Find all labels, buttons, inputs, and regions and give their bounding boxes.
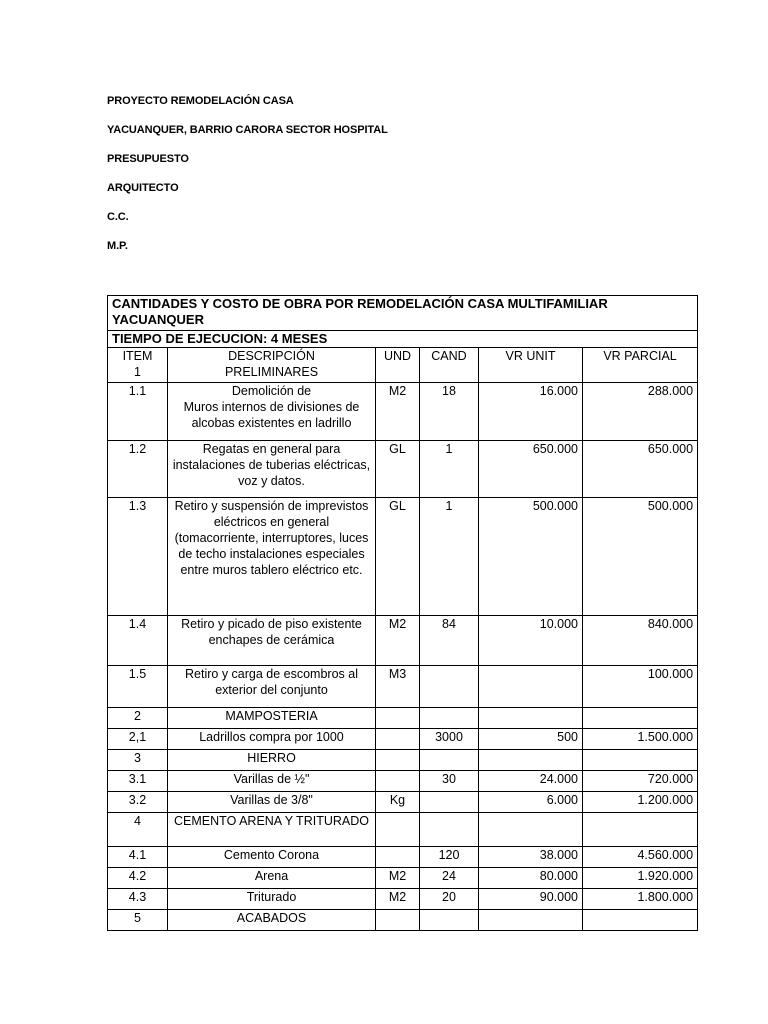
cell-cand	[420, 666, 479, 708]
cell-item: 4.1	[108, 847, 168, 868]
cell-item: 1.3	[108, 498, 168, 616]
cell-und: M2	[376, 383, 420, 441]
cell-item: 1.5	[108, 666, 168, 708]
cell-descripcion: Demolición de Muros internos de divisiones de alcobas existentes en ladrillo	[168, 383, 376, 441]
table-row	[108, 729, 698, 750]
col-header-descripcion	[168, 348, 376, 383]
architect-label: ARQUITECTO	[107, 182, 179, 194]
cell-cand: 84	[420, 616, 479, 666]
cell-vr-unit: 90.000	[479, 889, 583, 910]
cell-vr-unit	[479, 910, 583, 931]
cell-und	[376, 813, 420, 847]
cell-vr-parcial	[583, 708, 698, 729]
cell-vr-unit: 500.000	[479, 498, 583, 616]
budget-label: PRESUPUESTO	[107, 153, 189, 165]
cell-descripcion: Retiro y suspensión de imprevistos eléctricos en general (tomacorriente, interruptores, luces de techo instalaciones especiales entre muros tablero eléctrico etc.	[168, 498, 376, 616]
cell-vr-unit: 6.000	[479, 792, 583, 813]
budget-table	[107, 295, 698, 931]
cell-und: M2	[376, 868, 420, 889]
cell-item: 2	[108, 708, 168, 729]
cell-vr-parcial	[583, 750, 698, 771]
table-row	[108, 813, 698, 847]
cell-descripcion: HIERRO	[168, 750, 376, 771]
cell-cand	[420, 708, 479, 729]
col-header-section-label: PRELIMINARES	[224, 365, 319, 379]
cell-item: 4	[108, 813, 168, 847]
cell-cand	[420, 910, 479, 931]
cell-vr-parcial: 1.800.000	[583, 889, 698, 910]
col-header-item	[108, 348, 168, 383]
cell-descripcion: Ladrillos compra por 1000	[168, 729, 376, 750]
cell-und: M2	[376, 616, 420, 666]
document-header	[107, 92, 388, 266]
cell-und: GL	[376, 441, 420, 498]
cell-vr-parcial: 1.500.000	[583, 729, 698, 750]
cell-und	[376, 729, 420, 750]
table-row	[108, 750, 698, 771]
cell-item: 4.3	[108, 889, 168, 910]
cell-cand	[420, 792, 479, 813]
col-header-cand: CAND	[420, 348, 479, 383]
cell-vr-unit: 16.000	[479, 383, 583, 441]
table-row	[108, 383, 698, 441]
cell-item: 2,1	[108, 729, 168, 750]
cell-item: 3	[108, 750, 168, 771]
cell-item: 1.4	[108, 616, 168, 666]
cell-cand: 18	[420, 383, 479, 441]
mp-label: M.P.	[107, 240, 128, 252]
table-subtitle-row	[108, 331, 698, 348]
table-row	[108, 868, 698, 889]
cell-und	[376, 771, 420, 792]
cell-descripcion: Retiro y picado de piso existente enchapes de cerámica	[168, 616, 376, 666]
cell-vr-unit: 10.000	[479, 616, 583, 666]
cell-vr-parcial: 4.560.000	[583, 847, 698, 868]
cell-vr-unit: 500	[479, 729, 583, 750]
column-header-row	[108, 348, 698, 383]
project-location: YACUANQUER, BARRIO CARORA SECTOR HOSPITAL	[107, 124, 388, 136]
cell-item: 1.1	[108, 383, 168, 441]
table-row	[108, 847, 698, 868]
cell-vr-unit: 38.000	[479, 847, 583, 868]
col-header-item-label: ITEM	[122, 349, 153, 363]
cell-cand: 1	[420, 441, 479, 498]
table-row	[108, 771, 698, 792]
cell-vr-unit	[479, 750, 583, 771]
cell-und	[376, 847, 420, 868]
col-header-descripcion-label: DESCRIPCIÓN	[228, 349, 315, 363]
table-row	[108, 666, 698, 708]
cell-item: 4.2	[108, 868, 168, 889]
project-title: PROYECTO REMODELACIÓN CASA	[107, 95, 294, 107]
cell-cand	[420, 750, 479, 771]
cell-descripcion: Cemento Corona	[168, 847, 376, 868]
cell-cand: 3000	[420, 729, 479, 750]
cell-descripcion: Regatas en general para instalaciones de tuberias eléctricas, voz y datos.	[168, 441, 376, 498]
cell-und: Kg	[376, 792, 420, 813]
cell-cand: 1	[420, 498, 479, 616]
col-header-item-number: 1	[134, 365, 141, 379]
table-row	[108, 441, 698, 498]
cell-vr-parcial: 720.000	[583, 771, 698, 792]
table-title-row	[108, 296, 698, 331]
cell-und	[376, 910, 420, 931]
cell-descripcion: ACABADOS	[168, 910, 376, 931]
table-row	[108, 910, 698, 931]
cell-vr-parcial: 1.200.000	[583, 792, 698, 813]
table-title: CANTIDADES Y COSTO DE OBRA POR REMODELACIÓN CASA MULTIFAMILIAR YACUANQUER	[108, 296, 698, 331]
col-header-vr-parcial: VR PARCIAL	[583, 348, 698, 383]
cell-descripcion: Triturado	[168, 889, 376, 910]
cell-cand: 20	[420, 889, 479, 910]
cell-vr-parcial	[583, 813, 698, 847]
cc-label: C.C.	[107, 211, 129, 223]
cell-vr-unit	[479, 813, 583, 847]
table-row	[108, 616, 698, 666]
cell-descripcion: MAMPOSTERIA	[168, 708, 376, 729]
cell-vr-parcial: 100.000	[583, 666, 698, 708]
col-header-und: UND	[376, 348, 420, 383]
cell-vr-parcial	[583, 910, 698, 931]
cell-vr-parcial: 288.000	[583, 383, 698, 441]
cell-und: GL	[376, 498, 420, 616]
cell-und: M3	[376, 666, 420, 708]
cell-und: M2	[376, 889, 420, 910]
cell-und	[376, 750, 420, 771]
cell-item: 3.2	[108, 792, 168, 813]
cell-descripcion: CEMENTO ARENA Y TRITURADO	[168, 813, 376, 847]
cell-vr-parcial: 500.000	[583, 498, 698, 616]
cell-descripcion: Retiro y carga de escombros al exterior del conjunto	[168, 666, 376, 708]
cell-item: 3.1	[108, 771, 168, 792]
cell-cand	[420, 813, 479, 847]
cell-vr-unit: 24.000	[479, 771, 583, 792]
cell-item: 1.2	[108, 441, 168, 498]
table-row	[108, 792, 698, 813]
cell-vr-parcial: 840.000	[583, 616, 698, 666]
table-row	[108, 498, 698, 616]
cell-item: 5	[108, 910, 168, 931]
cell-vr-parcial: 650.000	[583, 441, 698, 498]
cell-vr-unit: 650.000	[479, 441, 583, 498]
table-row	[108, 889, 698, 910]
cell-descripcion: Varillas de 3/8"	[168, 792, 376, 813]
cell-vr-parcial: 1.920.000	[583, 868, 698, 889]
cell-vr-unit: 80.000	[479, 868, 583, 889]
cell-descripcion: Varillas de ½"	[168, 771, 376, 792]
cell-und	[376, 708, 420, 729]
cell-vr-unit	[479, 666, 583, 708]
table-row	[108, 708, 698, 729]
execution-time: TIEMPO DE EJECUCION: 4 MESES	[108, 331, 698, 348]
cell-vr-unit	[479, 708, 583, 729]
cell-cand: 30	[420, 771, 479, 792]
col-header-vr-unit: VR UNIT	[479, 348, 583, 383]
cell-cand: 120	[420, 847, 479, 868]
cell-cand: 24	[420, 868, 479, 889]
cell-descripcion: Arena	[168, 868, 376, 889]
